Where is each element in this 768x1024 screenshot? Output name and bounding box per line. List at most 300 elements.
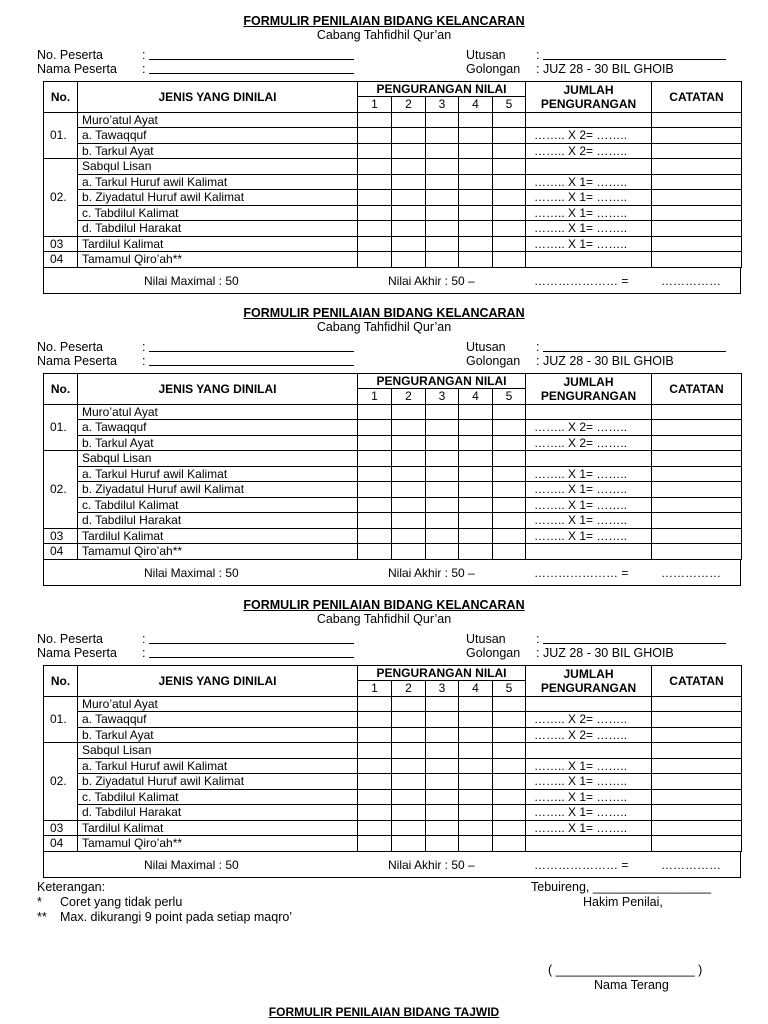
catatan-cell[interactable] bbox=[652, 205, 742, 221]
score-cell-1[interactable] bbox=[358, 236, 392, 252]
score-cell-3[interactable] bbox=[426, 727, 459, 743]
score-cell-1[interactable] bbox=[358, 727, 392, 743]
catatan-cell[interactable] bbox=[652, 236, 742, 252]
score-cell-3[interactable] bbox=[426, 143, 459, 159]
table-row bbox=[44, 758, 742, 774]
score-cell-4[interactable] bbox=[459, 743, 493, 759]
table-row bbox=[44, 221, 742, 237]
header-no: No. bbox=[44, 666, 78, 697]
signature-line[interactable]: ( ____________________ ) bbox=[548, 963, 703, 977]
score-cell-4[interactable] bbox=[459, 758, 493, 774]
score-cell-3[interactable] bbox=[426, 820, 459, 836]
header-no: No. bbox=[44, 374, 78, 405]
score-cell-2[interactable] bbox=[392, 466, 426, 482]
score-cell-3[interactable] bbox=[426, 236, 459, 252]
score-cell-2[interactable] bbox=[392, 420, 426, 436]
score-cell-1[interactable] bbox=[358, 820, 392, 836]
score-cell-1[interactable] bbox=[358, 805, 392, 821]
criteria-label: a. Tarkul Huruf awil Kalimat bbox=[78, 758, 358, 774]
criteria-label: b. Tarkul Ayat bbox=[78, 435, 358, 451]
criteria-label: a. Tarkul Huruf awil Kalimat bbox=[78, 466, 358, 482]
score-cell-2[interactable] bbox=[392, 513, 426, 529]
score-cell-2[interactable] bbox=[392, 805, 426, 821]
score-cell-2[interactable] bbox=[392, 159, 426, 175]
jumlah-cell[interactable] bbox=[526, 836, 652, 852]
nama-peserta-field[interactable] bbox=[149, 62, 354, 74]
score-cell-3[interactable] bbox=[426, 774, 459, 790]
score-cell-3[interactable] bbox=[426, 205, 459, 221]
score-cell-1[interactable] bbox=[358, 252, 392, 268]
score-cell-4[interactable] bbox=[459, 712, 493, 728]
header-jumlah: JUMLAH PENGURANGAN bbox=[526, 374, 652, 405]
jumlah-cell[interactable]: …….. X 1= …….. bbox=[526, 174, 652, 190]
score-cell-4[interactable] bbox=[459, 420, 493, 436]
table-row bbox=[44, 774, 742, 790]
golongan-value: : JUZ 28 - 30 BIL GHOIB bbox=[536, 354, 674, 368]
score-cell-1[interactable] bbox=[358, 743, 392, 759]
table-row bbox=[44, 404, 742, 420]
score-cell-2[interactable] bbox=[392, 820, 426, 836]
score-cell-4[interactable] bbox=[459, 252, 493, 268]
score-cell-4[interactable] bbox=[459, 805, 493, 821]
jumlah-cell[interactable]: …….. X 2= …….. bbox=[526, 420, 652, 436]
score-cell-5[interactable] bbox=[493, 727, 526, 743]
score-cell-1[interactable] bbox=[358, 221, 392, 237]
header-col-4: 4 bbox=[459, 389, 493, 405]
jumlah-cell[interactable]: …….. X 1= …….. bbox=[526, 820, 652, 836]
score-cell-4[interactable] bbox=[459, 143, 493, 159]
score-cell-5[interactable] bbox=[493, 743, 526, 759]
score-cell-5[interactable] bbox=[493, 497, 526, 513]
row-number: 02. bbox=[44, 743, 78, 821]
score-cell-3[interactable] bbox=[426, 758, 459, 774]
header-jenis: JENIS YANG DINILAI bbox=[78, 374, 358, 405]
catatan-cell[interactable] bbox=[652, 466, 742, 482]
score-cell-1[interactable] bbox=[358, 528, 392, 544]
score-cell-3[interactable] bbox=[426, 805, 459, 821]
catatan-cell[interactable] bbox=[652, 143, 742, 159]
utusan-colon: : bbox=[536, 340, 540, 354]
score-cell-1[interactable] bbox=[358, 205, 392, 221]
jumlah-cell[interactable]: …….. X 1= …….. bbox=[526, 513, 652, 529]
tebuireng-date[interactable]: Tebuireng, _________________ bbox=[531, 880, 712, 894]
catatan-cell[interactable] bbox=[652, 743, 742, 759]
score-cell-2[interactable] bbox=[392, 252, 426, 268]
golongan-label: Golongan bbox=[466, 646, 521, 660]
catatan-cell[interactable] bbox=[652, 128, 742, 144]
score-cell-4[interactable] bbox=[459, 128, 493, 144]
score-cell-5[interactable] bbox=[493, 174, 526, 190]
score-cell-5[interactable] bbox=[493, 513, 526, 529]
jumlah-cell[interactable] bbox=[526, 252, 652, 268]
score-cell-5[interactable] bbox=[493, 420, 526, 436]
jumlah-cell[interactable]: …….. X 1= …….. bbox=[526, 190, 652, 206]
jumlah-cell[interactable]: …….. X 2= …….. bbox=[526, 128, 652, 144]
nilai-akhir-blank[interactable]: ………………… = bbox=[534, 566, 629, 580]
jumlah-cell[interactable]: …….. X 1= …….. bbox=[526, 758, 652, 774]
score-cell-4[interactable] bbox=[459, 451, 493, 467]
score-cell-5[interactable] bbox=[493, 451, 526, 467]
score-cell-3[interactable] bbox=[426, 497, 459, 513]
nama-peserta-label: Nama Peserta bbox=[37, 62, 117, 76]
jumlah-cell[interactable] bbox=[526, 451, 652, 467]
score-cell-2[interactable] bbox=[392, 404, 426, 420]
catatan-cell[interactable] bbox=[652, 252, 742, 268]
criteria-label: d. Tabdilul Harakat bbox=[78, 221, 358, 237]
score-cell-5[interactable] bbox=[493, 712, 526, 728]
keterangan-label: Keterangan: bbox=[37, 880, 106, 894]
catatan-cell[interactable] bbox=[652, 727, 742, 743]
score-cell-1[interactable] bbox=[358, 712, 392, 728]
score-cell-5[interactable] bbox=[493, 696, 526, 712]
score-cell-5[interactable] bbox=[493, 205, 526, 221]
header-col-2: 2 bbox=[392, 681, 426, 697]
catatan-cell[interactable] bbox=[652, 174, 742, 190]
table-row bbox=[44, 712, 742, 728]
no-peserta-field[interactable] bbox=[149, 632, 354, 644]
jumlah-cell[interactable]: …….. X 1= …….. bbox=[526, 221, 652, 237]
score-cell-3[interactable] bbox=[426, 789, 459, 805]
score-cell-5[interactable] bbox=[493, 112, 526, 128]
catatan-cell[interactable] bbox=[652, 805, 742, 821]
table-row bbox=[44, 190, 742, 206]
score-cell-4[interactable] bbox=[459, 435, 493, 451]
utusan-field[interactable] bbox=[543, 340, 726, 352]
catatan-cell[interactable] bbox=[652, 774, 742, 790]
score-cell-2[interactable] bbox=[392, 696, 426, 712]
header-col-1: 1 bbox=[358, 97, 392, 113]
score-cell-1[interactable] bbox=[358, 544, 392, 560]
jumlah-cell[interactable]: …….. X 1= …….. bbox=[526, 236, 652, 252]
form-subtitle: Cabang Tahfidhil Qur’an bbox=[316, 320, 452, 334]
catatan-cell[interactable] bbox=[652, 159, 742, 175]
score-cell-2[interactable] bbox=[392, 497, 426, 513]
header-catatan: CATATAN bbox=[652, 82, 742, 113]
catatan-cell[interactable] bbox=[652, 451, 742, 467]
criteria-label: c. Tabdilul Kalimat bbox=[78, 789, 358, 805]
row-number: 01. bbox=[44, 112, 78, 159]
table-row bbox=[44, 159, 742, 175]
score-cell-5[interactable] bbox=[493, 159, 526, 175]
criteria-label: Tamamul Qiro’ah** bbox=[78, 544, 358, 560]
nilai-maximal: Nilai Maximal : 50 bbox=[144, 566, 239, 580]
catatan-cell[interactable] bbox=[652, 404, 742, 420]
jumlah-cell[interactable] bbox=[526, 544, 652, 560]
catatan-cell[interactable] bbox=[652, 789, 742, 805]
table-row bbox=[44, 513, 742, 529]
row-number: 04 bbox=[44, 544, 78, 560]
score-cell-1[interactable] bbox=[358, 128, 392, 144]
note-1-text: Coret yang tidak perlu bbox=[60, 895, 183, 909]
assessment-form-2 bbox=[0, 306, 768, 598]
header-catatan: CATATAN bbox=[652, 666, 742, 697]
jumlah-cell[interactable]: …….. X 1= …….. bbox=[526, 805, 652, 821]
score-cell-1[interactable] bbox=[358, 404, 392, 420]
jumlah-cell[interactable] bbox=[526, 159, 652, 175]
header-col-4: 4 bbox=[459, 97, 493, 113]
utusan-colon: : bbox=[536, 632, 540, 646]
nilai-akhir-result[interactable]: …………… bbox=[661, 858, 721, 872]
score-cell-5[interactable] bbox=[493, 221, 526, 237]
nilai-akhir-blank[interactable]: ………………… = bbox=[534, 274, 629, 288]
table-row bbox=[44, 252, 742, 268]
score-cell-1[interactable] bbox=[358, 758, 392, 774]
score-cell-4[interactable] bbox=[459, 774, 493, 790]
score-cell-3[interactable] bbox=[426, 174, 459, 190]
score-cell-3[interactable] bbox=[426, 482, 459, 498]
jumlah-cell[interactable] bbox=[526, 743, 652, 759]
score-cell-3[interactable] bbox=[426, 743, 459, 759]
score-cell-2[interactable] bbox=[392, 205, 426, 221]
score-cell-5[interactable] bbox=[493, 236, 526, 252]
utusan-field[interactable] bbox=[543, 632, 726, 644]
note-2-text: Max. dikurangi 9 point pada setiap maqro’ bbox=[60, 910, 293, 924]
score-cell-2[interactable] bbox=[392, 727, 426, 743]
score-cell-4[interactable] bbox=[459, 221, 493, 237]
catatan-cell[interactable] bbox=[652, 221, 742, 237]
table-row bbox=[44, 727, 742, 743]
catatan-cell[interactable] bbox=[652, 190, 742, 206]
score-cell-4[interactable] bbox=[459, 482, 493, 498]
header-col-5: 5 bbox=[493, 681, 526, 697]
score-cell-2[interactable] bbox=[392, 528, 426, 544]
no-peserta-field[interactable] bbox=[149, 48, 354, 60]
criteria-label: Tardilul Kalimat bbox=[78, 236, 358, 252]
jumlah-cell[interactable]: …….. X 2= …….. bbox=[526, 435, 652, 451]
jumlah-cell[interactable]: …….. X 1= …….. bbox=[526, 774, 652, 790]
jumlah-cell[interactable] bbox=[526, 696, 652, 712]
score-cell-4[interactable] bbox=[459, 236, 493, 252]
score-cell-3[interactable] bbox=[426, 528, 459, 544]
table-row bbox=[44, 128, 742, 144]
score-cell-1[interactable] bbox=[358, 466, 392, 482]
no-peserta-field[interactable] bbox=[149, 340, 354, 352]
score-cell-1[interactable] bbox=[358, 696, 392, 712]
table-row bbox=[44, 820, 742, 836]
score-cell-3[interactable] bbox=[426, 544, 459, 560]
score-cell-2[interactable] bbox=[392, 451, 426, 467]
score-cell-2[interactable] bbox=[392, 743, 426, 759]
score-cell-3[interactable] bbox=[426, 696, 459, 712]
score-cell-3[interactable] bbox=[426, 420, 459, 436]
score-cell-2[interactable] bbox=[392, 836, 426, 852]
score-cell-5[interactable] bbox=[493, 143, 526, 159]
jumlah-cell[interactable]: …….. X 2= …….. bbox=[526, 712, 652, 728]
jumlah-cell[interactable]: …….. X 2= …….. bbox=[526, 143, 652, 159]
score-cell-5[interactable] bbox=[493, 774, 526, 790]
header-pengurangan: PENGURANGAN NILAI bbox=[358, 82, 526, 97]
score-cell-5[interactable] bbox=[493, 789, 526, 805]
score-cell-2[interactable] bbox=[392, 190, 426, 206]
nilai-akhir-result[interactable]: …………… bbox=[661, 566, 721, 580]
score-cell-3[interactable] bbox=[426, 112, 459, 128]
jumlah-cell[interactable] bbox=[526, 112, 652, 128]
score-cell-5[interactable] bbox=[493, 482, 526, 498]
score-cell-3[interactable] bbox=[426, 435, 459, 451]
score-cell-3[interactable] bbox=[426, 466, 459, 482]
jumlah-cell[interactable]: …….. X 1= …….. bbox=[526, 205, 652, 221]
jumlah-cell[interactable]: …….. X 1= …….. bbox=[526, 466, 652, 482]
header-col-1: 1 bbox=[358, 681, 392, 697]
catatan-cell[interactable] bbox=[652, 420, 742, 436]
score-cell-3[interactable] bbox=[426, 190, 459, 206]
score-cell-4[interactable] bbox=[459, 174, 493, 190]
score-cell-3[interactable] bbox=[426, 451, 459, 467]
criteria-label: d. Tabdilul Harakat bbox=[78, 513, 358, 529]
score-cell-4[interactable] bbox=[459, 112, 493, 128]
score-cell-5[interactable] bbox=[493, 758, 526, 774]
score-cell-2[interactable] bbox=[392, 236, 426, 252]
next-form-title: FORMULIR PENILAIAN BIDANG TAJWID bbox=[268, 1005, 500, 1019]
score-cell-3[interactable] bbox=[426, 836, 459, 852]
nilai-maximal: Nilai Maximal : 50 bbox=[144, 858, 239, 872]
score-cell-5[interactable] bbox=[493, 528, 526, 544]
score-cell-5[interactable] bbox=[493, 836, 526, 852]
nama-peserta-label: Nama Peserta bbox=[37, 354, 117, 368]
assessment-form-1 bbox=[0, 14, 768, 306]
catatan-cell[interactable] bbox=[652, 513, 742, 529]
nama-peserta-field[interactable] bbox=[149, 646, 354, 658]
score-cell-2[interactable] bbox=[392, 789, 426, 805]
score-cell-3[interactable] bbox=[426, 252, 459, 268]
form-title: FORMULIR PENILAIAN BIDANG KELANCARAN bbox=[243, 598, 525, 612]
hakim-penilai: Hakim Penilai, bbox=[583, 895, 663, 909]
header-catatan: CATATAN bbox=[652, 374, 742, 405]
score-cell-3[interactable] bbox=[426, 513, 459, 529]
criteria-label: Tardilul Kalimat bbox=[78, 528, 358, 544]
score-cell-2[interactable] bbox=[392, 174, 426, 190]
catatan-cell[interactable] bbox=[652, 497, 742, 513]
score-cell-2[interactable] bbox=[392, 435, 426, 451]
score-cell-4[interactable] bbox=[459, 820, 493, 836]
score-cell-1[interactable] bbox=[358, 789, 392, 805]
score-cell-5[interactable] bbox=[493, 466, 526, 482]
score-cell-2[interactable] bbox=[392, 482, 426, 498]
score-cell-4[interactable] bbox=[459, 696, 493, 712]
score-cell-1[interactable] bbox=[358, 497, 392, 513]
score-cell-4[interactable] bbox=[459, 404, 493, 420]
score-cell-5[interactable] bbox=[493, 805, 526, 821]
score-cell-4[interactable] bbox=[459, 789, 493, 805]
catatan-cell[interactable] bbox=[652, 696, 742, 712]
score-cell-2[interactable] bbox=[392, 128, 426, 144]
score-cell-1[interactable] bbox=[358, 513, 392, 529]
score-cell-5[interactable] bbox=[493, 820, 526, 836]
nilai-akhir: Nilai Akhir : 50 – bbox=[388, 858, 475, 872]
jumlah-cell[interactable]: …….. X 1= …….. bbox=[526, 497, 652, 513]
row-number: 04 bbox=[44, 836, 78, 852]
score-cell-4[interactable] bbox=[459, 205, 493, 221]
jumlah-cell[interactable]: …….. X 2= …….. bbox=[526, 727, 652, 743]
score-cell-4[interactable] bbox=[459, 836, 493, 852]
score-cell-4[interactable] bbox=[459, 497, 493, 513]
catatan-cell[interactable] bbox=[652, 758, 742, 774]
catatan-cell[interactable] bbox=[652, 112, 742, 128]
criteria-label: d. Tabdilul Harakat bbox=[78, 805, 358, 821]
criteria-label: Muro’atul Ayat bbox=[78, 404, 358, 420]
score-cell-2[interactable] bbox=[392, 712, 426, 728]
score-cell-4[interactable] bbox=[459, 190, 493, 206]
jumlah-cell[interactable]: …….. X 1= …….. bbox=[526, 528, 652, 544]
score-cell-5[interactable] bbox=[493, 404, 526, 420]
score-cell-5[interactable] bbox=[493, 128, 526, 144]
score-cell-3[interactable] bbox=[426, 221, 459, 237]
criteria-label: Tardilul Kalimat bbox=[78, 820, 358, 836]
table-row bbox=[44, 696, 742, 712]
score-cell-4[interactable] bbox=[459, 727, 493, 743]
score-cell-4[interactable] bbox=[459, 528, 493, 544]
score-cell-1[interactable] bbox=[358, 482, 392, 498]
score-cell-2[interactable] bbox=[392, 544, 426, 560]
table-row bbox=[44, 497, 742, 513]
criteria-label: b. Tarkul Ayat bbox=[78, 727, 358, 743]
score-cell-3[interactable] bbox=[426, 128, 459, 144]
catatan-cell[interactable] bbox=[652, 482, 742, 498]
score-cell-1[interactable] bbox=[358, 174, 392, 190]
catatan-cell[interactable] bbox=[652, 836, 742, 852]
score-cell-5[interactable] bbox=[493, 435, 526, 451]
criteria-label: a. Tawaqquf bbox=[78, 712, 358, 728]
score-cell-2[interactable] bbox=[392, 112, 426, 128]
nilai-akhir-result[interactable]: …………… bbox=[661, 274, 721, 288]
score-cell-3[interactable] bbox=[426, 404, 459, 420]
score-cell-1[interactable] bbox=[358, 420, 392, 436]
score-cell-4[interactable] bbox=[459, 544, 493, 560]
criteria-label: b. Tarkul Ayat bbox=[78, 143, 358, 159]
score-cell-4[interactable] bbox=[459, 159, 493, 175]
header-jenis: JENIS YANG DINILAI bbox=[78, 666, 358, 697]
score-cell-1[interactable] bbox=[358, 190, 392, 206]
catatan-cell[interactable] bbox=[652, 544, 742, 560]
catatan-cell[interactable] bbox=[652, 528, 742, 544]
jumlah-cell[interactable] bbox=[526, 404, 652, 420]
catatan-cell[interactable] bbox=[652, 712, 742, 728]
score-cell-3[interactable] bbox=[426, 712, 459, 728]
score-cell-2[interactable] bbox=[392, 758, 426, 774]
score-cell-5[interactable] bbox=[493, 252, 526, 268]
score-cell-1[interactable] bbox=[358, 112, 392, 128]
score-cell-1[interactable] bbox=[358, 435, 392, 451]
score-cell-2[interactable] bbox=[392, 143, 426, 159]
header-col-3: 3 bbox=[426, 389, 459, 405]
nama-terang: Nama Terang bbox=[594, 978, 669, 992]
score-cell-1[interactable] bbox=[358, 159, 392, 175]
score-cell-1[interactable] bbox=[358, 143, 392, 159]
score-cell-4[interactable] bbox=[459, 513, 493, 529]
score-cell-1[interactable] bbox=[358, 836, 392, 852]
score-cell-2[interactable] bbox=[392, 221, 426, 237]
score-cell-4[interactable] bbox=[459, 466, 493, 482]
catatan-cell[interactable] bbox=[652, 435, 742, 451]
score-cell-2[interactable] bbox=[392, 774, 426, 790]
jumlah-cell[interactable]: …….. X 1= …….. bbox=[526, 482, 652, 498]
nama-peserta-field[interactable] bbox=[149, 354, 354, 366]
jumlah-cell[interactable]: …….. X 1= …….. bbox=[526, 789, 652, 805]
score-cell-5[interactable] bbox=[493, 190, 526, 206]
table-row bbox=[44, 528, 742, 544]
catatan-cell[interactable] bbox=[652, 820, 742, 836]
score-cell-1[interactable] bbox=[358, 774, 392, 790]
table-row bbox=[44, 836, 742, 852]
score-cell-1[interactable] bbox=[358, 451, 392, 467]
table-row bbox=[44, 236, 742, 252]
utusan-field[interactable] bbox=[543, 48, 726, 60]
nilai-akhir-blank[interactable]: ………………… = bbox=[534, 858, 629, 872]
score-cell-5[interactable] bbox=[493, 544, 526, 560]
score-cell-3[interactable] bbox=[426, 159, 459, 175]
criteria-label: c. Tabdilul Kalimat bbox=[78, 205, 358, 221]
utusan-colon: : bbox=[536, 48, 540, 62]
